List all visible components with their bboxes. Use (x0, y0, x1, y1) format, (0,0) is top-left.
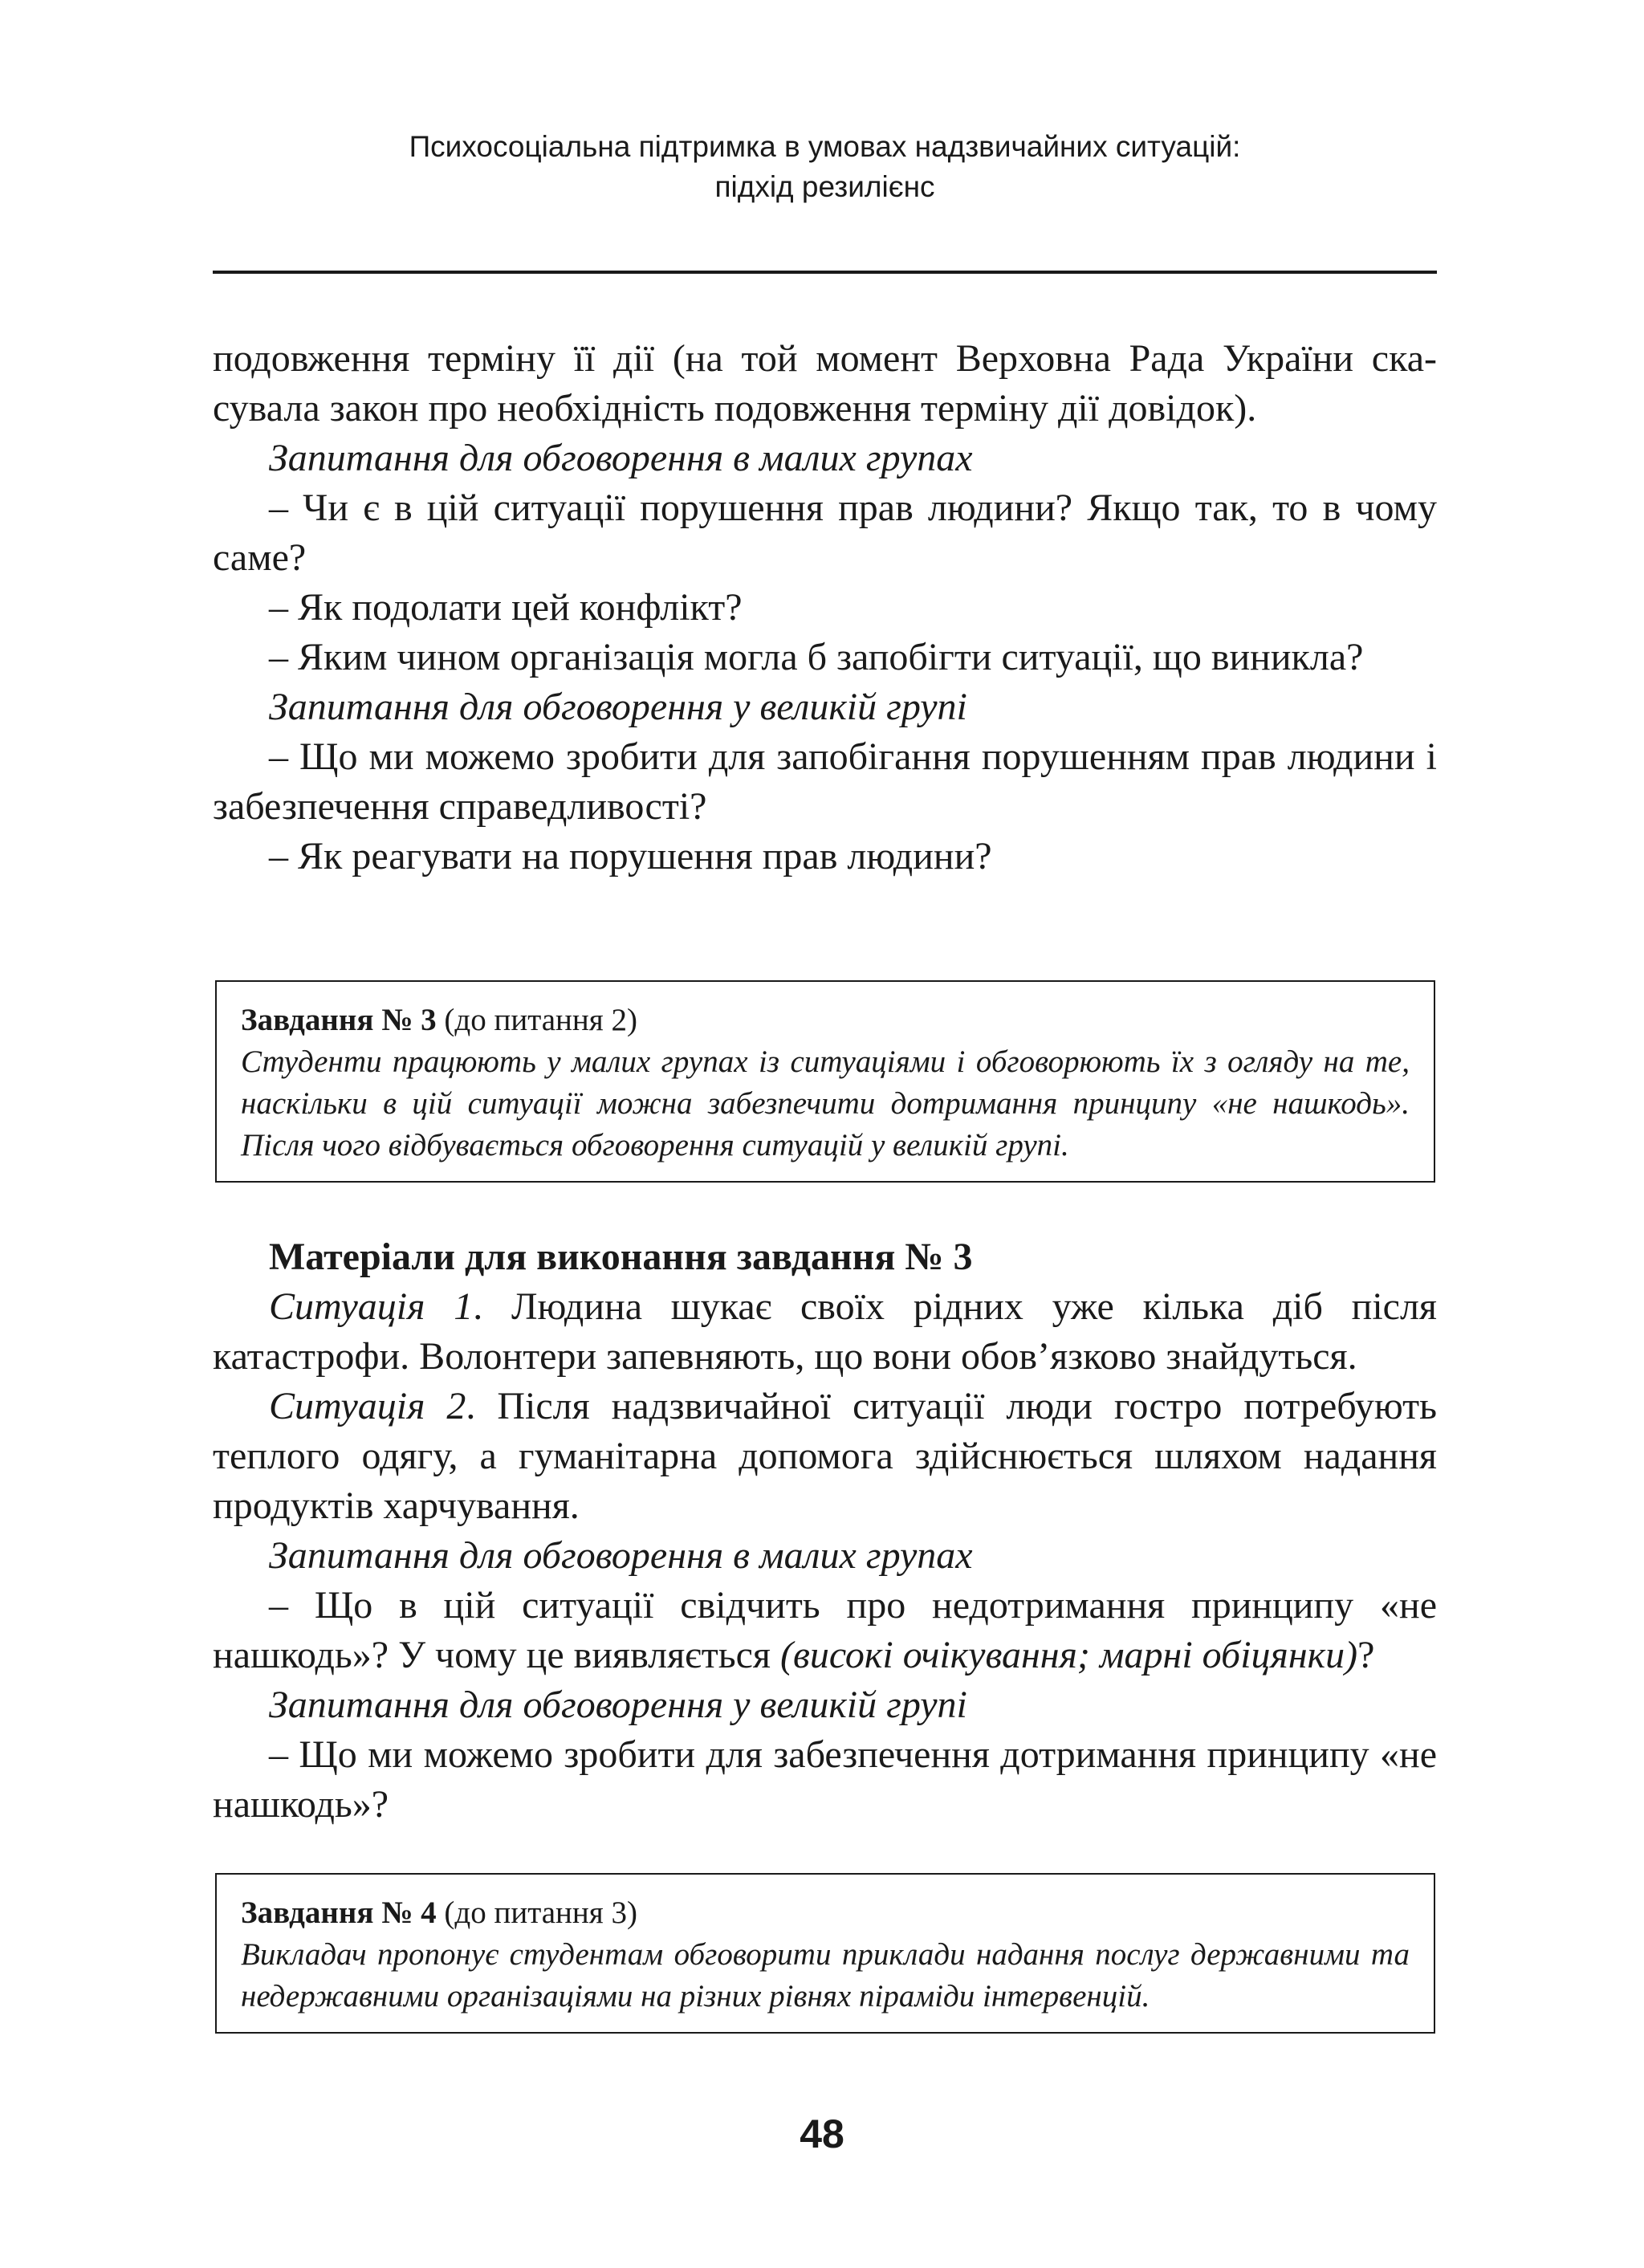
materials-heading: Матеріали для виконання завдання № 3 (269, 1236, 973, 1278)
question-item: – Яким чином організація могла б запобігти ситуації, що виникла? (269, 636, 1364, 678)
question-item: – Що ми можемо зробити для забезпечення дотримання принципу «не нашкодь»? (213, 1733, 1437, 1826)
task-3-box (215, 980, 1435, 1183)
question-item: – Як реагувати на порушення прав людини? (269, 835, 992, 877)
situation-1-text: . Людина шукає своїх рідних уже кілька діб після катастрофи. Волонтери запевняють, що вони обов’язково знайдуться. (213, 1285, 1438, 1378)
situation-2-label: Ситуація 2 (269, 1385, 466, 1427)
task-4-reference: (до питання 3) (436, 1895, 637, 1930)
task-3-reference: (до питання 2) (436, 1003, 637, 1037)
task-4-title: Завдання № 4 (241, 1895, 437, 1930)
running-header-line1: Психосоціальна підтримка в умовах надзвичайних ситуацій: (409, 130, 1241, 163)
question-item: – Чи є в цій ситуації порушення прав людини? Якщо так, то в чому саме? (213, 487, 1437, 579)
situation-1 (213, 1282, 1437, 1382)
task-4-title-line (241, 1892, 1410, 1934)
continued-paragraph-line1: подовження терміну її дії (на той момент Верховна Рада України ска- (213, 337, 1437, 380)
large-group-heading: Запитання для обговорення у великій групі (269, 686, 967, 728)
task-3-description: Студенти працюють у малих групах із ситуаціями і обговорюють їх з огляду на те, наскільки в цій ситуації можна забезпечити дотримання принципу «не нашкодь». Після чого відбувається обговорення ситуацій у великій групі. (241, 1044, 1410, 1163)
task-3-title-line (241, 1000, 1410, 1041)
question-item: – Як подолати цей конфлікт? (269, 586, 743, 629)
continued-paragraph-line2: сувала закон про необхідність подовження терміну дії довідок). (213, 387, 1257, 430)
task-4-description: Викладач пропонує студентам обговорити приклади надання послуг державними та недержавними організаціями на різних рівнях піраміди інтервенцій. (241, 1937, 1410, 2014)
question-hint: (високі очікування; марні обіцянки) (780, 1634, 1358, 1676)
situation-1-label: Ситуація 1 (269, 1285, 474, 1328)
question-end: ? (1357, 1634, 1375, 1676)
header-divider (213, 271, 1437, 274)
page-number: 48 (800, 2111, 844, 2156)
large-group-heading: Запитання для обговорення у великій групі (269, 1684, 967, 1726)
question-item: – Що ми можемо зробити для запобігання порушенням прав людини і забезпечення справедливості? (213, 735, 1437, 828)
task-4-box (215, 1873, 1435, 2034)
small-groups-heading: Запитання для обговорення в малих групах (269, 1534, 973, 1577)
question-text: – Що в цій ситуації свідчить про недотримання принципу «не нашкодь»? У чому це виявляється (213, 1584, 1437, 1676)
section-materials (213, 1232, 1437, 1830)
running-header (213, 127, 1437, 207)
question-item (213, 1581, 1437, 1680)
situation-2-text: . Після надзвичайної ситуації люди гостро потребують теплого одягу, а гуманітарна допомога здійснюється шляхом надання продуктів харчування. (213, 1385, 1437, 1527)
running-header-line2: підхід резилієнс (714, 170, 935, 203)
task-3-title: Завдання № 3 (241, 1003, 437, 1037)
small-groups-heading: Запитання для обговорення в малих групах (269, 437, 973, 479)
section-discussion-questions (213, 334, 1437, 882)
situation-2 (213, 1382, 1437, 1531)
